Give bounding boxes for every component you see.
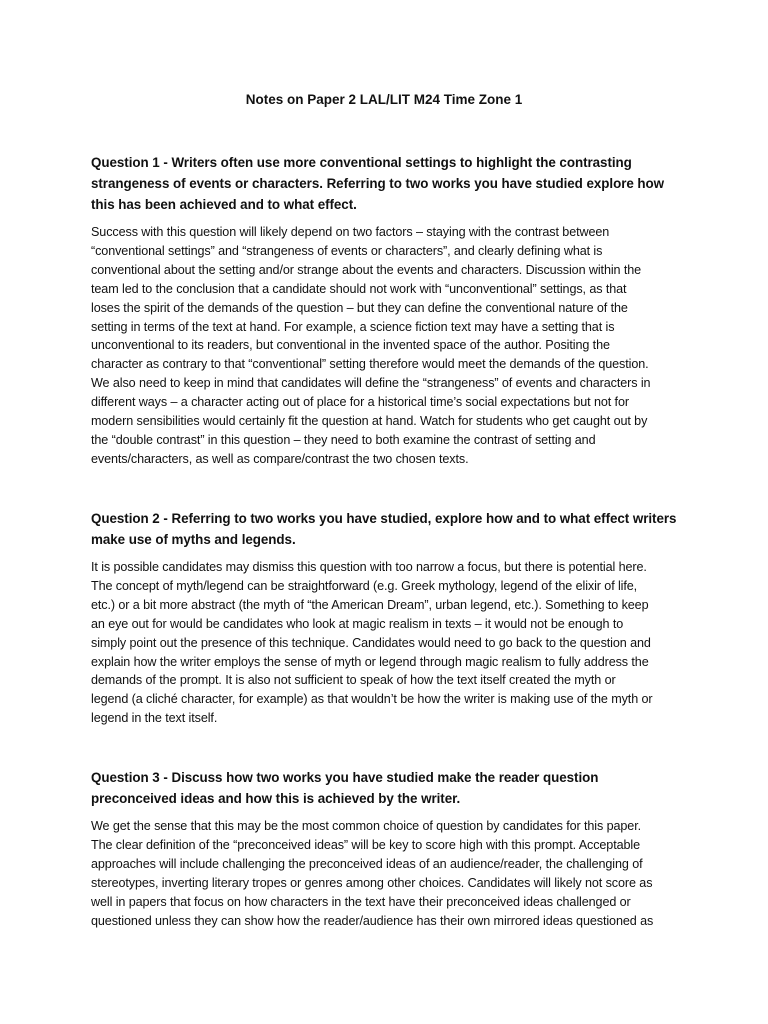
body-line: questioned unless they can show how the reader/audience has their own mirrored ideas questioned as [91,913,654,928]
heading-line: Question 3 - Discuss how two works you have studied make the reader question [91,770,599,785]
body-line: stereotypes, inverting literary tropes or genres among other choices. Candidates will likely not score as [91,875,653,890]
body-line: We get the sense that this may be the most common choice of question by candidates for this paper. [91,819,642,833]
body-line: etc.) or a bit more abstract (the myth of “the American Dream”, urban legend, etc.). Something to keep [91,597,649,612]
body-line: legend (a cliché character, for example) as that wouldn’t be how the writer is making use of the myth or [91,692,653,707]
question-notes [91,223,691,469]
body-line: demands of the prompt. It is also not sufficient to speak of how the text itself created the myth or [91,673,616,688]
body-line: unconventional to its readers, but conventional in the invented space of the author. Positing the [91,338,610,353]
body-line: character as contrary to that “conventional” setting therefore would meet the demands of the question. [91,357,649,372]
body-line: conventional about the setting and/or strange about the events and characters. Discussion within the [91,262,642,277]
body-line: well in papers that focus on how characters in the text have their preconceived ideas challenged or [91,894,631,909]
body-line: “conventional settings” and “strangeness of events or characters”, and clearly defining what is [91,243,603,258]
body-line: Success with this question will likely depend on two factors – staying with the contrast between [91,225,610,239]
heading-line: this has been achieved and to what effect. [91,197,357,212]
heading-line: strangeness of events or characters. Referring to two works you have studied explore how [91,176,665,191]
body-line: legend in the text itself. [91,711,218,726]
body-line: events/characters, as well as compare/contrast the two chosen texts. [91,451,469,466]
page-title: Notes on Paper 2 LAL/LIT M24 Time Zone 1 [245,92,523,107]
body-line: approaches will include challenging the preconceived ideas of an audience/reader, the challenging of [91,856,643,871]
body-line: simply point out the presence of this technique. Candidates would need to go back to the question and [91,635,651,650]
question-notes [91,817,691,930]
heading-line: Question 2 - Referring to two works you have studied, explore how and to what effect writers [91,511,677,526]
question-section [91,767,691,930]
question-section [91,508,691,728]
body-line: We also need to keep in mind that candidates will define the “strangeness” of events and characters in [91,376,651,391]
body-line: modern sensibilities would certainly fit the question at hand. Watch for students who get caught out by [91,414,648,429]
heading-line: preconceived ideas and how this is achieved by the writer. [91,791,461,806]
heading-line: Question 1 - Writers often use more conventional settings to highlight the contrasting [91,155,632,170]
heading-line: make use of myths and legends. [91,532,296,547]
question-section [91,152,691,469]
body-line: different ways – a character acting out of place for a historical time’s social expectations but not for [91,395,629,410]
body-line: The concept of myth/legend can be straightforward (e.g. Greek mythology, legend of the elixir of life, [91,578,638,593]
body-line: It is possible candidates may dismiss this question with too narrow a focus, but there is potential here. [91,560,647,574]
body-line: team led to the conclusion that a candidate should not work with “unconventional” settings, as that [91,281,627,296]
question-notes [91,558,691,728]
question-heading [91,152,691,215]
body-line: setting in terms of the text at hand. For example, a science fiction text may have a setting that is [91,319,615,334]
body-line: the “double contrast” in this question – they need to both examine the contrast of setting and [91,432,596,447]
question-heading [91,508,691,550]
question-heading [91,767,691,809]
body-line: loses the spirit of the demands of the question – but they can define the conventional nature of the [91,300,628,315]
body-line: explain how the writer employs the sense of myth or legend through magic realism to fully address the [91,654,649,669]
body-line: The clear definition of the “preconceived ideas” will be key to score high with this prompt. Acceptable [91,837,641,852]
body-line: an eye out for would be candidates who look at magic realism in texts – it would not be enough to [91,616,624,631]
